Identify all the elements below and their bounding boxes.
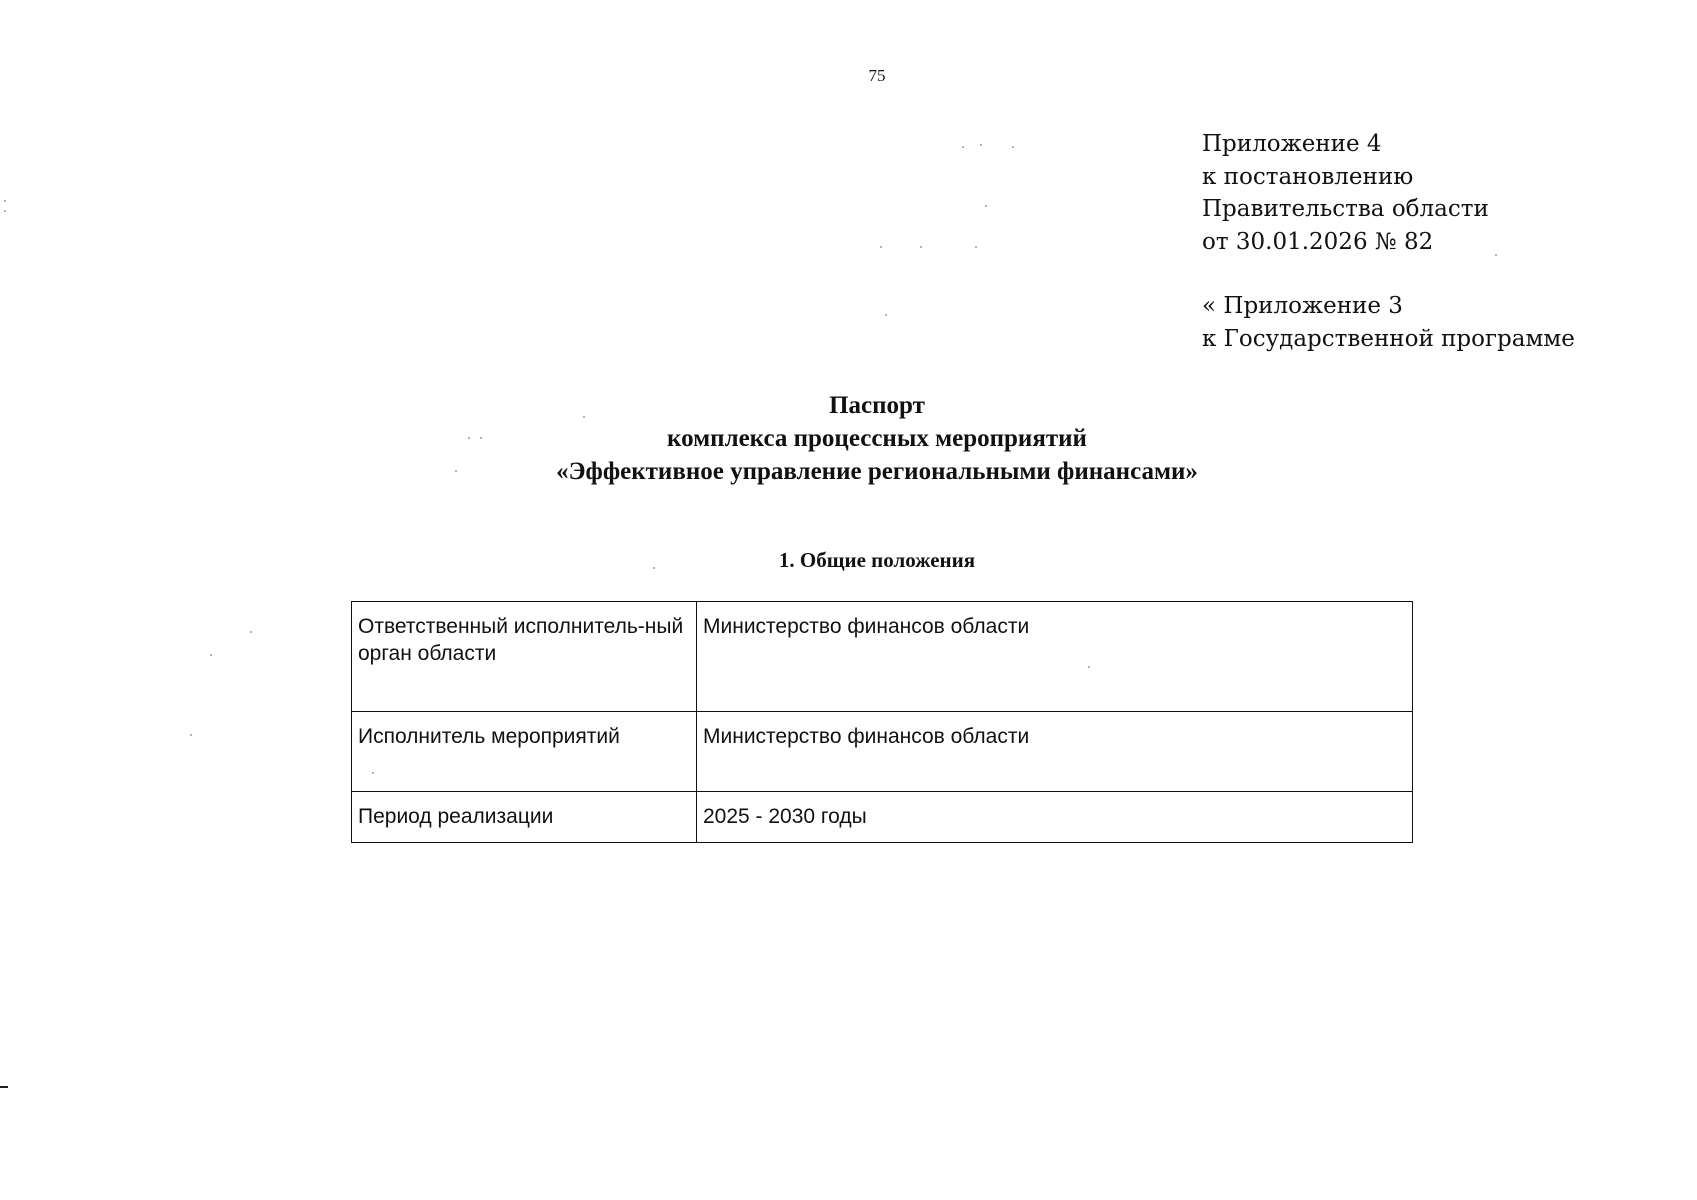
annex-line: Приложение 4	[1202, 131, 1382, 157]
document-title	[0, 389, 1697, 488]
table-cell-value: Министерство финансов области	[697, 712, 1413, 792]
annex-spacer	[1202, 258, 1575, 290]
table-cell-value: 2025 - 2030 годы	[697, 792, 1413, 843]
page-number: 75	[868, 66, 886, 85]
annex-date-number: от 30.01.2026 № 82	[1202, 228, 1434, 255]
section-title: 1. Общие положения	[778, 548, 976, 572]
title-line: «Эффективное управление региональными финансами»	[556, 458, 1198, 485]
annex-line: Правительства области	[1202, 196, 1489, 222]
table-cell-label: Период реализации	[352, 792, 697, 843]
table-cell-label: Ответственный исполнитель-ный орган области	[352, 602, 697, 712]
table-cell-label: Исполнитель мероприятий	[352, 712, 697, 792]
table-row	[352, 712, 1413, 792]
table-row	[352, 602, 1413, 712]
table-row	[352, 792, 1413, 843]
table-cell-value: Министерство финансов области	[697, 602, 1413, 712]
annex-line: « Приложение 3	[1202, 293, 1403, 319]
annex-line: к Государственной программе	[1202, 325, 1575, 352]
general-provisions-table	[351, 601, 1413, 843]
title-line: Паспорт	[829, 392, 925, 419]
title-line: комплекса процессных мероприятий	[667, 425, 1087, 452]
annex-block	[1202, 128, 1575, 355]
scan-edge-mark	[0, 1086, 8, 1088]
annex-line: к постановлению	[1202, 163, 1414, 190]
